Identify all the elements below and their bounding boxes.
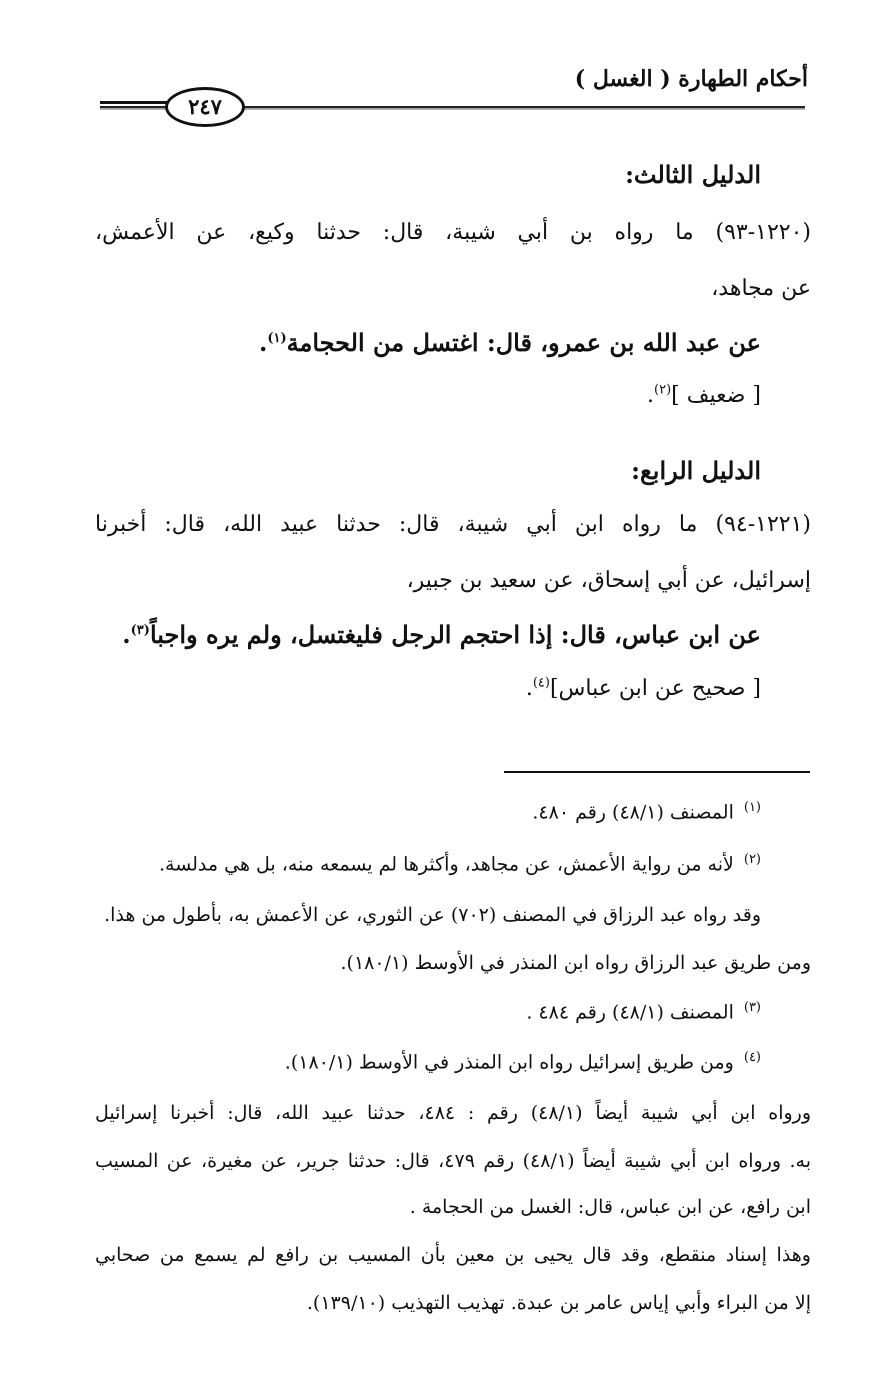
- footnote-ref-2: (٢): [654, 382, 672, 398]
- hadith-1221-matn: [122, 620, 761, 649]
- footnote-separator: [504, 771, 810, 773]
- hadith-1221-grade-text: [ صحيح عن ابن عباس]: [549, 676, 761, 701]
- footnote-2-number: (٢): [743, 852, 761, 867]
- page-number: ٢٤٧: [165, 87, 245, 127]
- footnote-1-text: المصنف (٤٨/١) رقم ٤٨٠.: [532, 801, 734, 824]
- footnote-4-text: ومن طريق إسرائيل رواه ابن المنذر في الأوسط (١٨٠/١).: [284, 1051, 734, 1074]
- footnote-3-text: المصنف (٤٨/١) رقم ٤٨٤ .: [526, 1001, 734, 1024]
- footnote-1-number: (١): [743, 800, 761, 815]
- footnote-2-text: لأنه من رواية الأعمش، عن مجاهد، وأكثرها لم يسمعه منه، بل هي مدلسة.: [158, 853, 734, 876]
- hadith-1221-isnad-line1: (١٢٢١-٩٤) ما رواه ابن أبي شيبة، قال: حدثنا عبيد الله، قال: أخبرنا: [95, 512, 811, 537]
- hadith-1220-matn: [259, 328, 761, 357]
- footnote-4-line2: ورواه ابن أبي شيبة أيضاً (٤٨/١) رقم : ٤٨٤، حدثنا عبيد الله، قال: أخبرنا إسرائيل: [95, 1102, 811, 1124]
- footnote-4-line3: به. ورواه ابن أبي شيبة أيضاً (٤٨/١) رقم ٤٧٩، قال: حدثنا جرير، عن مغيرة، عن المسيب: [95, 1150, 811, 1172]
- footnote-1: [532, 800, 761, 823]
- section-heading-fourth: الدليل الرابع:: [631, 456, 761, 485]
- footnote-2-line1: [159, 852, 761, 875]
- footnote-4-line5: وهذا إسناد منقطع، وقد قال يحيى بن معين بأن المسيب بن رافع لم يسمع من صحابي: [95, 1244, 811, 1266]
- hadith-1221-matn-text: عن ابن عباس، قال: إذا احتجم الرجل فليغتسل، ولم يره واجباً: [149, 620, 761, 649]
- hadith-1221-grade-end: .: [525, 676, 533, 701]
- running-header-title: أحكام الطهارة ( الغسل ): [574, 66, 808, 92]
- hadith-1221-grade: [526, 676, 761, 701]
- footnote-4-line4: ابن رافع، عن ابن عباس، قال: الغسل من الحجامة .: [409, 1196, 811, 1218]
- footnote-4-line1: [285, 1050, 761, 1073]
- footnote-4-line6: إلا من البراء وأبي إياس عامر بن عبدة. تهذيب التهذيب (١٣٩/١٠).: [306, 1292, 811, 1314]
- footnote-3: [526, 1000, 761, 1023]
- hadith-1220-matn-end: .: [258, 328, 268, 357]
- hadith-1221-matn-end: .: [122, 620, 131, 649]
- hadith-1220-grade-end: .: [647, 383, 654, 408]
- footnote-ref-4: (٤): [532, 675, 550, 691]
- hadith-1220-isnad-line2: عن مجاهد،: [711, 276, 811, 301]
- footnote-2-line2: وقد رواه عبد الرزاق في المصنف (٧٠٢) عن الثوري، عن الأعمش به، بأطول من هذا.: [104, 904, 761, 926]
- footnote-ref-3: (٣): [130, 623, 150, 638]
- hadith-1220-grade-text: [ ضعيف ]: [671, 383, 761, 408]
- hadith-1220-isnad-line1: (١٢٢٠-٩٣) ما رواه بن أبي شيبة، قال: حدثنا وكيع، عن الأعمش،: [95, 220, 811, 245]
- hadith-1220-grade: [647, 383, 761, 408]
- section-heading-third: الدليل الثالث:: [625, 160, 761, 189]
- hadith-1221-isnad-line2: إسرائيل، عن أبي إسحاق، عن سعيد بن جبير،: [406, 568, 811, 593]
- footnote-2-line3: ومن طريق عبد الرزاق رواه ابن المنذر في الأوسط (١٨٠/١).: [340, 952, 811, 974]
- footnote-4-number: (٤): [743, 1050, 761, 1065]
- footnote-ref-1: (١): [267, 331, 287, 346]
- footnote-3-number: (٣): [743, 1000, 761, 1015]
- header-rule-left: [100, 101, 170, 104]
- hadith-1220-matn-text: عن عبد الله بن عمرو، قال: اغتسل من الحجامة: [286, 328, 761, 357]
